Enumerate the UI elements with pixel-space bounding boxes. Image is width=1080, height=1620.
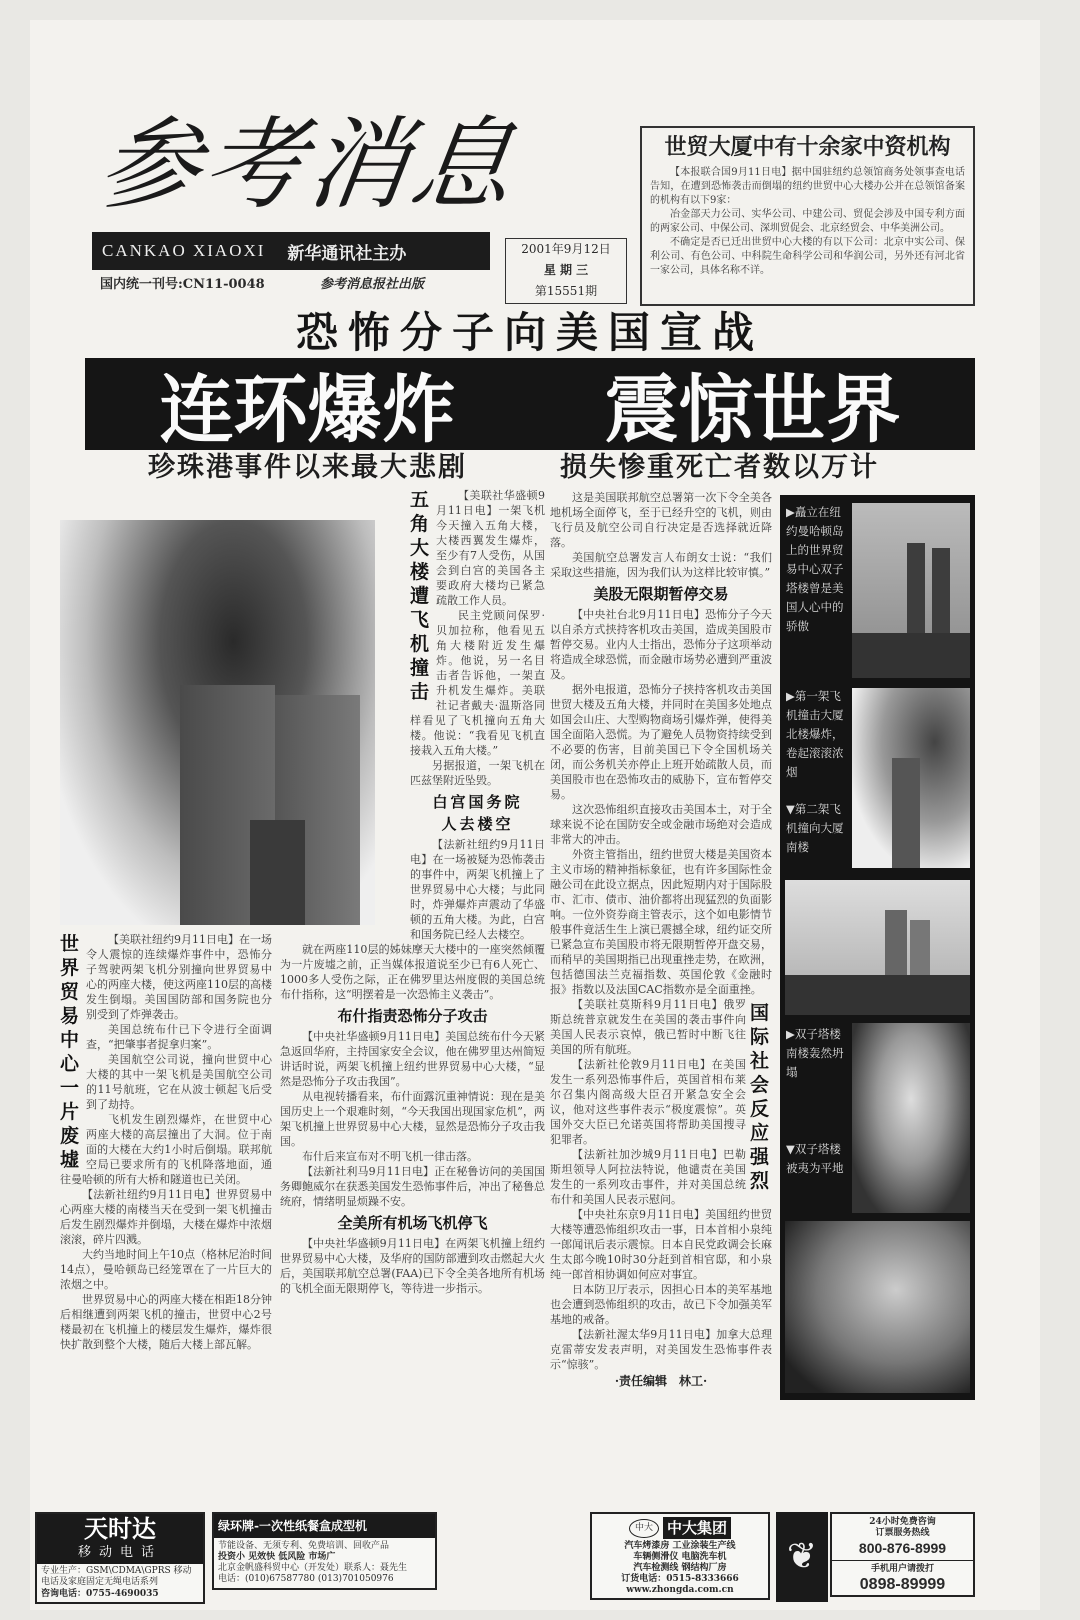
ad-lvhuan	[212, 1512, 437, 1590]
ad-line: 节能设备、无须专利、免费培训、回收产品	[218, 1541, 390, 1551]
ad-line: 手机用户请拨打	[832, 1560, 973, 1575]
kicker-headline: 恐怖分子向美国宣战	[295, 308, 764, 357]
paragraph: 大约当地时间上午10点（格林尼治时间14点），曼哈顿岛已经笼罩在了一片巨大的浓烟之中。	[60, 1248, 272, 1291]
subheadline-right: 损失惨重死亡者数以万计	[560, 452, 879, 483]
zhongda-logo: 中大	[629, 1519, 659, 1538]
ad-line: 投资小 见效快 低风险 市场广	[218, 1552, 336, 1562]
caption: ▶双子塔楼南楼轰然坍塌	[786, 1027, 844, 1079]
photo-spacer	[280, 488, 410, 928]
caption: ▼双子塔楼被夷为平地	[786, 1142, 844, 1175]
pentagon-heading: 五角大楼遭飞机撞击	[410, 489, 430, 703]
paragraph: 世界贸易中心的两座大楼在相距18分钟后相继遭到两架飞机的撞击，世贸中心2号楼最初在飞机撞上的楼层发生爆炸，爆炸很快扩散到整个大楼，随后大楼上部瓦解。	[60, 1293, 272, 1351]
paragraph: 【美联社纽约9月11日电】在一场令人震惊的连续爆炸事件中，恐怖分子驾驶两架飞机分别撞向世界贸易中心的两座大楼，使这两座110层的高楼发生倒塌。美国国防部和国务院也分别受到了炸弹袭击。	[86, 933, 272, 1021]
banner-left: 连环爆炸	[159, 367, 456, 453]
photo-twin-towers	[852, 503, 970, 678]
paragraph: 【本报联合国9月11日电】据中国驻纽约总领馆商务处领事查电话告知，在遭到恐怖袭击而倒塌的纽约世贸中心大楼办公并在总领馆备案的机构有以下9家：	[650, 167, 965, 206]
banner-right: 震惊世界	[604, 367, 901, 453]
masthead-sponsor: 新华通讯社主办	[287, 243, 407, 264]
ad-detail: 专业生产：GSM\CDMA\GPRS 移动电话及家庭固定无绳电话系列	[41, 1566, 192, 1587]
ad-phone: 电话：(010)67587780 (013)701050976	[218, 1574, 394, 1584]
caption: ▼第二架飞机撞向大厦南楼	[786, 802, 844, 854]
wing-logo-icon: ❦	[776, 1512, 828, 1602]
ad-line: 订票服务热线	[875, 1528, 930, 1538]
ad-title: 绿环牌-一次性纸餐盒成型机	[214, 1514, 435, 1538]
editor-credit: ·责任编辑 林工·	[614, 1374, 708, 1388]
paragraph: 【美联社莫斯科9月11日电】俄罗斯总统普京就发生在美国的袭击事件向美国人民表示哀悼，俄已暂时中断飞往美国的所有航班。	[550, 998, 746, 1056]
stocks-heading: 美股无限期暂停交易	[593, 585, 729, 603]
middle-column	[280, 488, 545, 1296]
paragraph: 从电视转播看来，布什面露沉重神情说：现在是美国历史上一个艰难时刻，“今天我国出现国家危机”，两架飞机撞上世界贸易中心大楼，显然是恐怖分子攻击我国。	[280, 1090, 545, 1148]
ad-line: 24小时免费咨询	[869, 1517, 936, 1527]
paragraph: 飞机发生剧烈爆炸，在世贸中心两座大楼的高层撞出了大洞。位于南面的大楼在大约1小时后倒塌。联邦航空局已要求所有的飞机降落地面，通往曼哈顿的所有大桥和隧道也已关闭。	[60, 1113, 272, 1186]
paragraph: 冶金部天力公司、实华公司、中建公司、贸促会涉及中国专利方面的两家公司、中保公司、深圳贸促会、北京经贸会、中华美洲公司。	[650, 209, 965, 234]
paragraph: 【中央社华盛顿9月11日电】在两架飞机撞上纽约世界贸易中心大楼，及华府的国防部遭到攻击燃起大火后，美国联邦航空总署(FAA)已下令全美各地所有机场的飞机全面无限期停飞，等待进一步指示。	[280, 1237, 545, 1295]
infobox-title: 世贸大厦中有十余家中资机构	[664, 134, 951, 160]
ad-line: 北京金帆盛科贸中心（开发处）联系人：聂先生	[218, 1563, 408, 1573]
airports-heading: 全美所有机场飞机停飞	[337, 1214, 488, 1232]
international-heading: 国际社会反应强烈	[750, 1002, 770, 1192]
paragraph: 不确定是否已迁出世贸中心大楼的有以下公司：北京中实公司、保利公司、有色公司、中科院生命科学公司和华润公司，另外还有河北省一家公司，具体名称不详。	[650, 237, 965, 276]
weekday: 星 期 三	[543, 263, 589, 277]
photo-strip	[780, 495, 975, 1400]
paragraph: 日本防卫厅表示，因担心日本的美军基地也会遭到恐怖组织的攻击，故已下令加强美军基地的戒备。	[550, 1283, 772, 1326]
ad-phone: 订货电话：0515-8333666	[621, 1574, 739, 1584]
paragraph: 民主党顾问保罗·贝加拉称，他看见五角大楼附近发生爆炸。他说，另一名目击者告诉他，一架直升机发生爆炸。美联社记者戴夫·温斯洛同样看见了飞机撞向五角大楼。他说：“我看见飞机直接栽入五角大楼。”	[410, 609, 545, 757]
ad-phone: 咨询电话：0755-4690035	[41, 1589, 159, 1599]
paragraph: 就在两座110层的姊妹摩天大楼中的一座突然倾覆为一片废墟之前，正当媒体报道说至少已有6人死亡、1000多人受伤之际，正在佛罗里达州度假的美国总统布什指称，这“明摆着是一次恐怖主义袭击”。	[280, 943, 545, 1001]
ad-line: 汽车检测线 钢结构厂房	[633, 1563, 727, 1573]
paragraph: 【法新社伦敦9月11日电】在美国发生一系列恐怖事件后，英国首相布莱尔召集内阁高级大臣召开紧急安全会议，他对这些事件表示“极度震惊”。英国外交大臣已允诺英国将帮助美国搜寻犯罪者。	[550, 1058, 746, 1146]
caption: ▶第一架飞机撞击大厦北楼爆炸，卷起滚滚浓烟	[786, 689, 844, 779]
masthead-logo: 参考消息	[91, 106, 525, 223]
paragraph: 这是美国联邦航空总署第一次下令全美各地机场全面停飞，至于已经升空的飞机，则由飞行员及航空公司自行决定是否选择就近降落。	[550, 491, 772, 549]
heading-line: 人去楼空	[441, 815, 514, 833]
masthead-pinyin: CANKAO XIAOXI	[102, 241, 266, 260]
heading-line: 白宫国务院	[432, 793, 523, 811]
caption: ▶矗立在纽约曼哈顿岛上的世界贸易中心双子塔楼曾是美国人心中的骄傲	[786, 505, 844, 633]
photo-south-tower-collapse	[852, 1023, 970, 1213]
paragraph: 【法新社利马9月11日电】正在秘鲁访问的美国国务卿鲍威尔在获悉美国发生恐怖事件后，冲出了秘鲁总统府，情绪明显烦躁不安。	[280, 1165, 545, 1208]
paragraph: 美国航空公司说，撞向世贸中心大楼的其中一架飞机是美国航空公司的11号航班，它在从波士顿起飞后受到了劫持。	[86, 1053, 272, 1111]
paragraph: 【中央社华盛顿9月11日电】美国总统布什今天紧急返回华府，主持国家安全会议，他在佛罗里达州简短讲话时说，两架飞机撞上纽约世界贸易中心大楼，“显然是恐怖分子攻击我国”。	[280, 1030, 545, 1088]
banner-headline	[85, 358, 975, 453]
photo-towers-leveled	[785, 1221, 970, 1393]
issn: 国内统一刊号:CN11-0048	[100, 277, 265, 292]
hotline-number: 800-876-8999	[858, 1540, 947, 1556]
chinese-institutions-box	[640, 126, 975, 306]
ad-tianshida	[35, 1512, 205, 1604]
paragraph: 【法新社渥太华9月11日电】加拿大总理克雷蒂安发表声明，对美国发生恐怖事件表示“惊骇”。	[550, 1328, 772, 1371]
paragraph: 【中央社台北9月11日电】恐怖分子今天以自杀方式挟持客机攻击美国，造成美国股市暂停交易。业内人士指出，恐怖分子这项举动将造成全球恐慌，而金融市场势必遭到严重波及。	[550, 608, 772, 681]
ad-hotline	[830, 1512, 975, 1597]
ad-brand: 天时达	[84, 1515, 156, 1543]
paragraph: 布什后来宣布对不明飞机一律击落。	[302, 1150, 478, 1163]
publisher: 参考消息报社出版	[320, 277, 425, 292]
wtc-column	[60, 932, 272, 1352]
paragraph: 外资主管指出，纽约世贸大楼是美国资本主义市场的精神指标象征，也有许多国际性金融公司在此设立据点，因此短期内对于国际股市、汇市、债市、油价都将出现猛烈的负面影响。一位外资券商主管表示，这个如电影情节般事件竟活生生上演已震撼全球，纽约证交所已紧急宣布美国股市将无限期暂停开盘交易，而稍早的美国期指已出现重挫走势，在欧洲，包括德国法兰克福指数、英国伦敦《金融时报》指数以及法国CAC指数亦是全面重挫。	[550, 848, 772, 996]
masthead-bar	[92, 232, 490, 270]
photo-north-tower-smoke	[852, 688, 970, 868]
ad-zhongda	[590, 1512, 770, 1600]
ad-url: www.zhongda.com.cn	[626, 1585, 734, 1595]
paragraph: 据外电报道，恐怖分子挟持客机攻击美国世贸大楼及五角大楼，并同时在美国多处地点如国会山庄、大型购物商场引爆炸弹，使得美国全面陷入恐慌。为了避免人员物资持续受到不必要的伤害，目前美国已下令全国机场关闭，而公务机关亦停止上班开始疏散人员，而美国股市也在恐怖攻击的威胁下，宣布暂停交易。	[550, 683, 772, 801]
issue-date: 2001年9月12日	[521, 242, 611, 256]
paragraph: 另据报道，一架飞机在匹兹堡附近坠毁。	[410, 759, 545, 787]
ad-line: 汽车烤漆房 工业涂装生产线	[624, 1541, 736, 1551]
stocks-column	[550, 490, 772, 1390]
mobile-number: 0898-89999	[859, 1576, 946, 1593]
paragraph: 【法新社加沙城9月11日电】巴勒斯坦领导人阿拉法特说，他谴责在美国发生的一系列攻击事件，并对美国总统布什和美国人民表示慰问。	[550, 1148, 746, 1206]
paragraph: 【美联社华盛顿9月11日电】一架飞机今天撞入五角大楼，大楼西翼发生爆炸，至少有7人受伤，从国会到白宫的美国各主要政府大楼均已紧急疏散工作人员。	[436, 489, 545, 607]
paragraph: 美国航空总署发言人布朗女士说：“我们采取这些措施，因为我们认为这样比较审慎。”	[550, 551, 772, 579]
paragraph: 这次恐怖组织直接攻击美国本土，对于全球来说不论在国防安全或金融市场绝对会造成非常大的冲击。	[550, 803, 772, 846]
bush-heading: 布什指责恐怖分子攻击	[337, 1007, 488, 1025]
ad-brand: 中大集团	[663, 1517, 731, 1539]
paragraph: 【法新社纽约9月11日电】世界贸易中心两座大楼的南楼当天在受到一架飞机撞击后发生剧烈爆炸并倒塌，大楼在爆炸中浓烟滚滚，碎片四溅。	[60, 1188, 272, 1246]
paragraph: 美国总统布什已下令进行全面调查，“把肇事者捉拿归案”。	[86, 1023, 272, 1051]
subheadline-left: 珍珠港事件以来最大悲剧	[148, 452, 467, 483]
ad-line: 车辆侧滑仪 电脑洗车机	[633, 1552, 727, 1562]
paragraph: 【中央社东京9月11日电】美国纽约世贸大楼等遭恐怖组织攻击一事，日本首相小泉纯一郎闻讯后表示震惊。日本自民党政调会长麻生太郎今晚10时30分赶到首相官邸，和小泉纯一郎首相协调如何应对事宜。	[550, 1208, 772, 1281]
wtc-heading: 世界贸易中心一片废墟	[60, 933, 80, 1171]
date-box	[505, 238, 627, 304]
paragraph: 【法新社纽约9月11日电】在一场被疑为恐怖袭击的事件中，两架飞机撞上了世界贸易中心大楼；与此同时，炸弹爆炸声震动了华盛顿的五角大楼。为此，白宫和国务院已经人去楼空。	[410, 838, 545, 941]
issue-number: 第15551期	[534, 284, 598, 298]
photo-skyline-plane	[785, 880, 970, 1015]
ad-product: 移动电话	[77, 1545, 162, 1560]
